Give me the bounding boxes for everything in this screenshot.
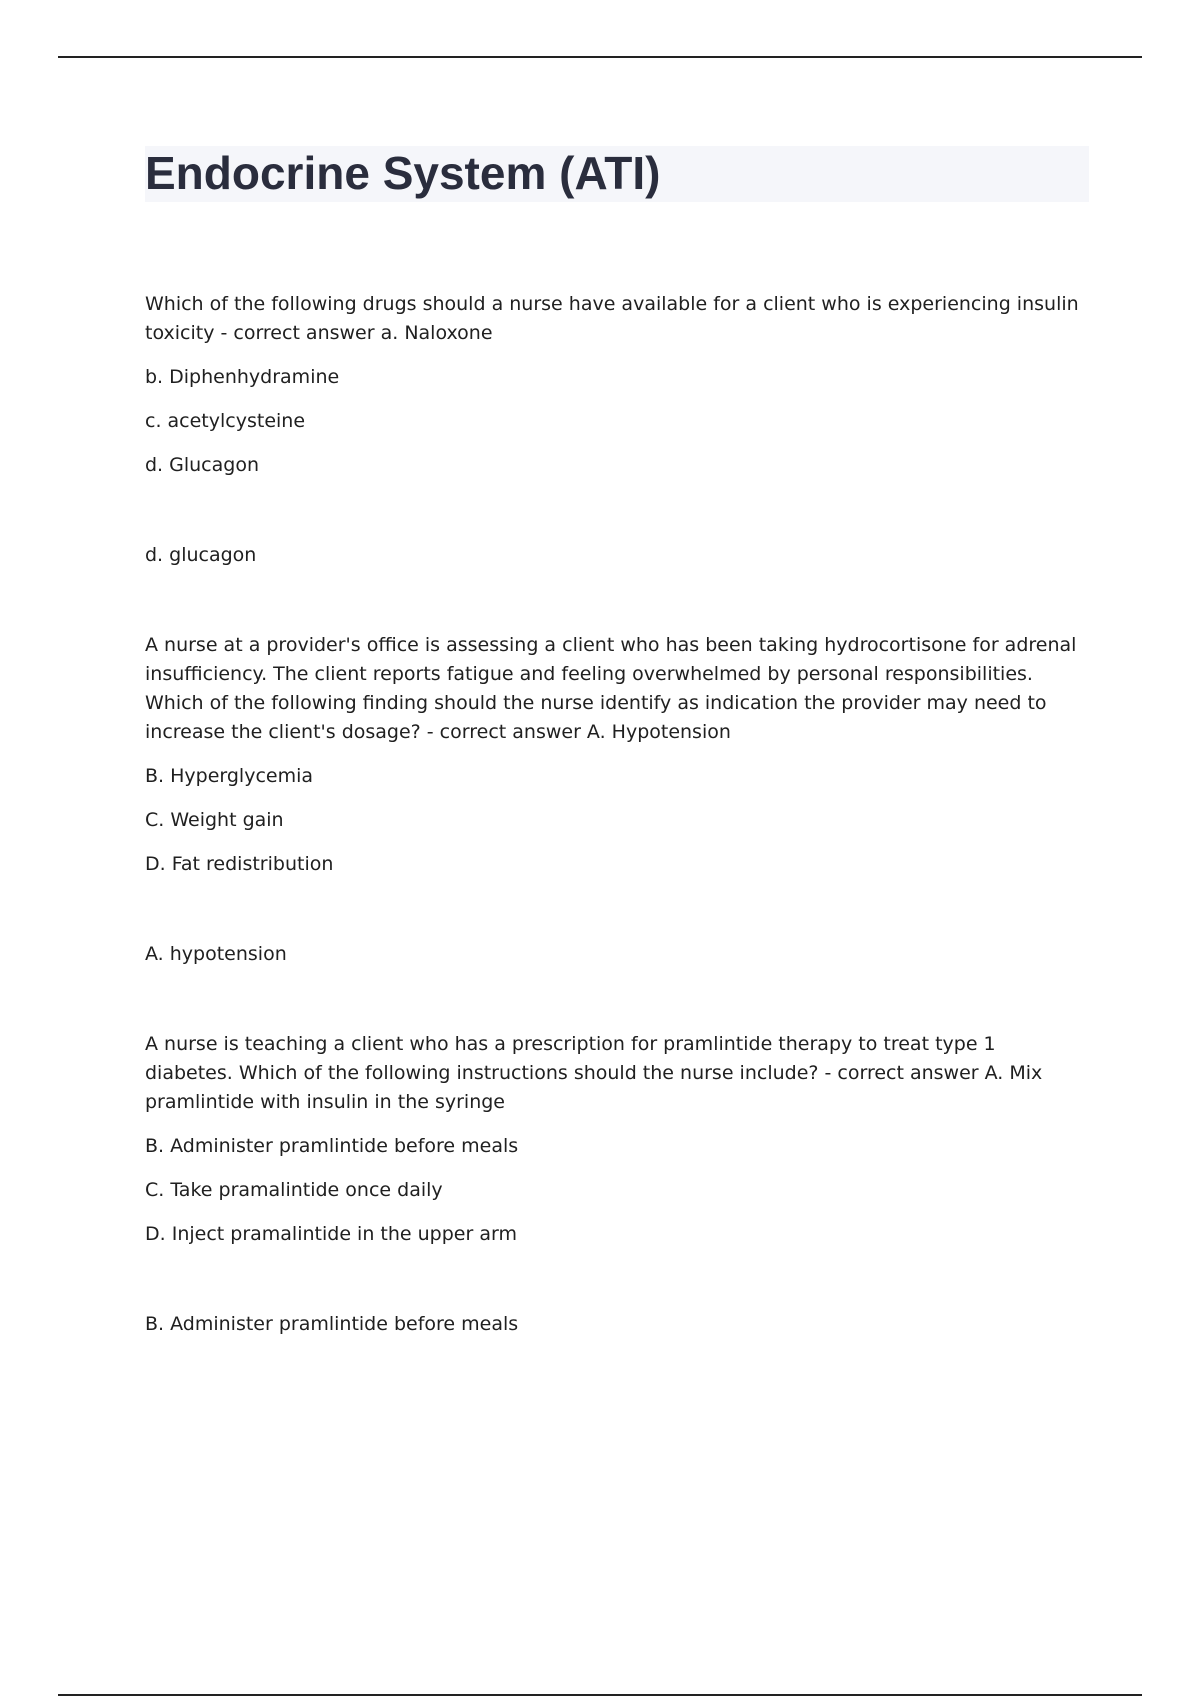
question-option: D. Fat redistribution <box>145 853 334 875</box>
page-title: Endocrine System (ATI) <box>145 147 661 199</box>
question-option: B. Administer pramlintide before meals <box>145 1135 519 1157</box>
top-rule <box>58 56 1142 58</box>
bottom-rule <box>58 1694 1142 1696</box>
question-option: C. Weight gain <box>145 809 284 831</box>
question-answer: d. glucagon <box>145 544 257 566</box>
question-option: C. Take pramalintide once daily <box>145 1179 443 1201</box>
question-prompt: A nurse at a provider's office is assessing a client who has been taking hydrocortisone for adrenal insufficiency. The client reports fatigue and feeling overwhelmed by personal responsibilities. Which of the following finding should the nurse identify as indication the provider may need to increase the client's dosage? - correct answer A. Hypotension <box>145 634 1077 743</box>
question-option: B. Hyperglycemia <box>145 765 314 787</box>
question-block-3 <box>145 1030 1085 1339</box>
question-list <box>145 290 1085 1339</box>
question-prompt: A nurse is teaching a client who has a prescription for pramlintide therapy to treat type 1 diabetes. Which of the following instructions should the nurse include? - correct answer A. Mix pramlintide with insulin in the syringe <box>145 1033 1043 1113</box>
question-option: c. acetylcysteine <box>145 410 306 432</box>
question-prompt: Which of the following drugs should a nurse have available for a client who is experiencing insulin toxicity - correct answer a. Naloxone <box>145 293 1079 344</box>
question-answer: A. hypotension <box>145 943 287 965</box>
question-option: b. Diphenhydramine <box>145 366 340 388</box>
question-block-1 <box>145 290 1085 570</box>
question-answer: B. Administer pramlintide before meals <box>145 1313 519 1335</box>
question-option: d. Glucagon <box>145 454 259 476</box>
question-option: D. Inject pramalintide in the upper arm <box>145 1223 517 1245</box>
question-block-2 <box>145 631 1085 969</box>
